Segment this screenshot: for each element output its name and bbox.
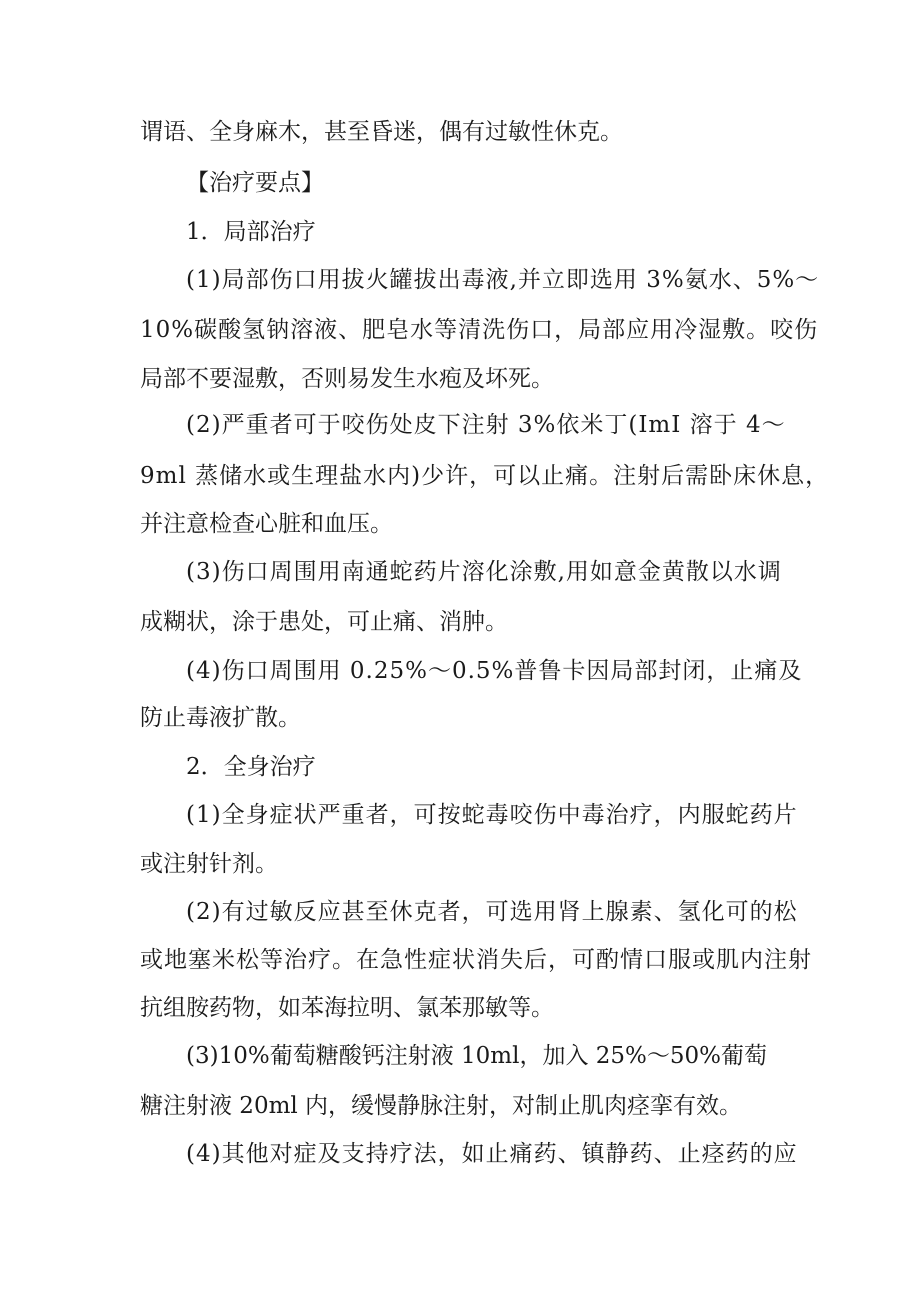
paragraph-local-3-line-2: 成糊状，涂于患处，可止痛、消肿。 <box>140 609 508 635</box>
paragraph-systemic-1-line-1: (1)全身症状严重者，可按蛇毒咬伤中毒治疗，内服蛇药片 <box>186 802 798 828</box>
paragraph-local-2-line-2: 9ml 蒸储水或生理盐水内)少许，可以止痛。注射后需卧床休息， <box>140 463 830 489</box>
paragraph-systemic-2-line-1: (2)有过敏反应甚至休克者，可选用肾上腺素、氢化可的松 <box>186 899 798 925</box>
text-line-1: 谓语、全身麻木，甚至昏迷，偶有过敏性休克。 <box>140 119 623 145</box>
paragraph-systemic-3-line-2: 糖注射液 20ml 内，缓慢静脉注射，对制止肌肉痉挛有效。 <box>140 1093 743 1119</box>
paragraph-systemic-2-line-2: 或地塞米松等治疗。在急性症状消失后，可酌情口服或肌内注射 <box>140 947 812 973</box>
paragraph-local-3-line-1: (3)伤口周围用南通蛇药片溶化涂敷,用如意金黄散以水调 <box>186 559 782 585</box>
paragraph-local-2-line-1: (2)严重者可于咬伤处皮下注射 3%依米丁(ImI 溶于 4～ <box>186 412 786 438</box>
paragraph-local-1-line-2: 10%碳酸氢钠溶液、肥皂水等清洗伤口，局部应用冷湿敷。咬伤 <box>140 317 819 343</box>
paragraph-local-4-line-2: 防止毒液扩散。 <box>140 705 301 731</box>
paragraph-systemic-2-line-3: 抗组胺药物，如苯海拉明、氯苯那敏等。 <box>140 995 554 1021</box>
paragraph-local-2-line-3: 并注意检查心脏和血压。 <box>140 511 393 537</box>
paragraph-systemic-4-line-1: (4)其他对症及支持疗法，如止痛药、镇静药、止痉药的应 <box>186 1141 798 1167</box>
paragraph-systemic-1-line-2: 或注射针剂。 <box>140 851 278 877</box>
paragraph-local-1-line-1: (1)局部伤口用拔火罐拔出毒液,并立即选用 3%氨水、5%～ <box>186 267 820 293</box>
subsection-heading-local: 1．局部治疗 <box>186 219 316 245</box>
section-heading-treatment: 【治疗要点】 <box>186 170 324 196</box>
paragraph-local-4-line-1: (4)伤口周围用 0.25%～0.5%普鲁卡因局部封闭，止痛及 <box>186 658 803 684</box>
paragraph-local-1-line-3: 局部不要湿敷，否则易发生水疱及坏死。 <box>140 366 554 392</box>
paragraph-systemic-3-line-1: (3)10%葡萄糖酸钙注射液 10ml，加入 25%～50%葡萄 <box>186 1043 767 1069</box>
subsection-heading-systemic: 2．全身治疗 <box>186 754 316 780</box>
